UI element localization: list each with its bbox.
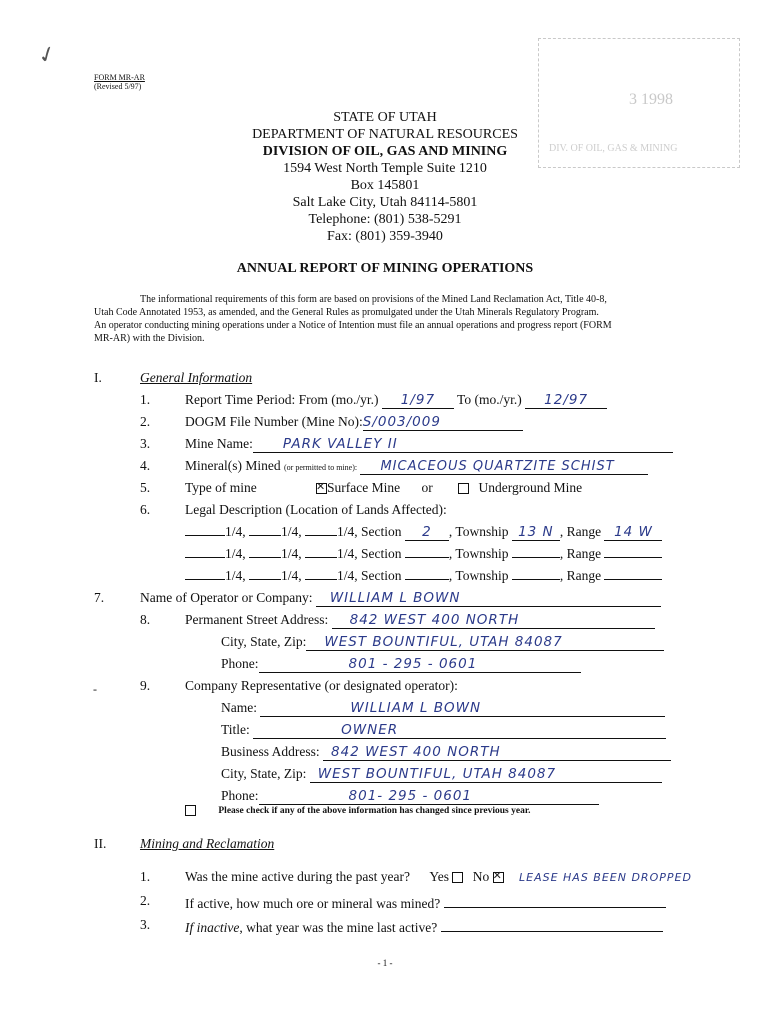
file-number-label: DOGM File Number (Mine No): <box>185 414 363 429</box>
no-checkbox[interactable] <box>493 872 504 883</box>
legal-description-label: Legal Description (Location of Lands Affected): <box>185 502 447 517</box>
range-label: , Range <box>559 568 602 583</box>
header-department: DEPARTMENT OF NATURAL RESOURCES <box>252 127 518 142</box>
rep-city-field[interactable]: WEST BOUNTIFUL, UTAH 84087 <box>310 766 662 783</box>
mine-name-field[interactable]: PARK VALLEY II <box>253 436 673 453</box>
city-state-zip-field[interactable]: WEST BOUNTIFUL, UTAH 84087 <box>306 634 664 651</box>
minerals-row <box>185 458 648 475</box>
representative-label: Company Representative (or designated operator): <box>185 678 458 693</box>
quarter-field[interactable] <box>305 557 337 558</box>
section-1-title: General Information <box>140 370 253 385</box>
mine-name-label: Mine Name: <box>185 436 253 451</box>
mine-active-label: Was the mine active during the past year? <box>185 869 410 884</box>
quarter-field[interactable] <box>305 579 337 580</box>
underground-mine-checkbox[interactable] <box>458 483 469 494</box>
township-label: , Township <box>448 568 509 583</box>
section-label: 1/4, Section <box>337 568 402 583</box>
surface-mine-checkbox[interactable] <box>316 483 327 494</box>
header-division: DIVISION OF OIL, GAS AND MINING <box>262 144 508 159</box>
rep-city-row <box>221 766 662 783</box>
document-title: ANNUAL REPORT OF MINING OPERATIONS <box>236 261 534 276</box>
s2-q2-number: 2. <box>140 893 151 908</box>
mine-type-label: Type of mine <box>185 480 257 495</box>
quarter-label: 1/4, <box>281 546 302 561</box>
rep-title-label: Title: <box>221 722 250 737</box>
rep-address-row <box>221 744 671 761</box>
quarter-label: 1/4, <box>225 568 246 583</box>
quarter-label: 1/4, <box>225 546 246 561</box>
quarter-field[interactable] <box>185 557 225 558</box>
rep-phone-row <box>221 788 599 805</box>
file-number-row <box>185 414 523 431</box>
township-label: , Township <box>448 524 509 539</box>
city-state-zip-label: City, State, Zip: <box>221 634 307 649</box>
intro-line-4: MR-AR) with the Division. <box>94 333 205 344</box>
last-active-label-em: If inactive <box>185 920 240 935</box>
intro-line-3: An operator conducting mining operations under a Notice of Intention must file an annual operations and progress report (FORM <box>94 320 612 331</box>
legal-row-3 <box>185 568 662 584</box>
q2-number: 2. <box>140 414 151 429</box>
last-active-row <box>185 917 663 936</box>
no-label: No <box>472 869 490 884</box>
phone-field[interactable]: 801 - 295 - 0601 <box>259 656 581 673</box>
q6-number: 6. <box>140 502 151 517</box>
header-box: Box 145801 <box>350 178 420 193</box>
to-date-field[interactable]: 12/97 <box>525 392 607 409</box>
section-2-number: II. <box>94 836 107 851</box>
city-state-zip-row <box>221 634 664 651</box>
street-address-row <box>185 612 655 629</box>
rep-name-row <box>221 700 665 717</box>
minerals-field[interactable]: MICACEOUS QUARTZITE SCHIST <box>360 459 648 475</box>
rep-name-label: Name: <box>221 700 257 715</box>
amount-mined-label: If active, how much ore or mineral was mined? <box>185 896 441 911</box>
page-number: - 1 - <box>377 958 393 968</box>
from-date-field[interactable]: 1/97 <box>382 392 454 409</box>
header-address: 1594 West North Temple Suite 1210 <box>283 161 487 176</box>
rep-phone-field[interactable]: 801- 295 - 0601 <box>259 788 599 805</box>
header-fax: Fax: (801) 359-3940 <box>327 229 443 244</box>
yes-label: Yes <box>429 869 449 884</box>
minerals-note: (or permitted to mine): <box>283 463 358 472</box>
quarter-field[interactable] <box>249 579 281 580</box>
quarter-field[interactable] <box>249 557 281 558</box>
to-label: To (mo./yr.) <box>457 392 522 407</box>
quarter-label: 1/4, <box>281 524 302 539</box>
street-address-field[interactable]: 842 WEST 400 NORTH <box>332 612 655 629</box>
section-1-number: I. <box>94 370 102 385</box>
rep-phone-label: Phone: <box>221 788 259 803</box>
intro-line-2: Utah Code Annotated 1953, as amended, and the General Rules as promulgated under the Utah Minerals Regulatory Program. <box>94 307 599 318</box>
mine-name-row <box>185 436 673 453</box>
minerals-label: Mineral(s) Mined <box>185 458 281 473</box>
report-period-label: Report Time Period: From (mo./yr.) <box>185 392 379 407</box>
range-field[interactable] <box>604 579 662 580</box>
amount-mined-row <box>185 893 666 912</box>
q1-number: 1. <box>140 392 151 407</box>
amount-mined-field[interactable] <box>444 893 666 908</box>
q9-number: 9. <box>140 678 151 693</box>
quarter-field[interactable] <box>305 535 337 536</box>
q8-number: 8. <box>140 612 151 627</box>
street-address-label: Permanent Street Address: <box>185 612 329 627</box>
quarter-field[interactable] <box>185 579 225 580</box>
s2-q1-number: 1. <box>140 869 151 884</box>
last-active-label: , what year was the mine last active? <box>239 920 438 935</box>
township-label: , Township <box>448 546 509 561</box>
section-field[interactable] <box>405 579 449 580</box>
phone-label: Phone: <box>221 656 259 671</box>
margin-check-mark: ✓ <box>34 39 60 70</box>
q5-number: 5. <box>140 480 151 495</box>
info-changed-checkbox[interactable] <box>185 805 196 816</box>
info-changed-label: Please check if any of the above information has changed since previous year. <box>218 805 531 816</box>
rep-title-field[interactable]: OWNER <box>253 722 666 739</box>
last-active-field[interactable] <box>441 917 663 932</box>
margin-dash: - <box>93 682 97 696</box>
operator-row <box>140 590 661 607</box>
operator-label: Name of Operator or Company: <box>140 590 313 605</box>
header-city: Salt Lake City, Utah 84114-5801 <box>292 195 478 210</box>
range-label: , Range <box>559 524 602 539</box>
yes-checkbox[interactable] <box>452 872 463 883</box>
quarter-field[interactable] <box>185 535 225 536</box>
underground-mine-label: Underground Mine <box>478 480 583 495</box>
mine-active-note: LEASE HAS BEEN DROPPED <box>518 871 692 884</box>
q7-number: 7. <box>94 590 105 605</box>
header-telephone: Telephone: (801) 538-5291 <box>308 212 462 227</box>
quarter-label: 1/4, <box>225 524 246 539</box>
rep-address-field[interactable]: 842 WEST 400 NORTH <box>323 744 671 761</box>
township-field[interactable]: 13 N <box>512 524 560 541</box>
section-2-title: Mining and Reclamation <box>140 836 275 851</box>
mine-type-options <box>316 480 582 496</box>
section-label: 1/4, Section <box>337 524 402 539</box>
form-id: FORM MR-AR <box>94 73 145 82</box>
surface-mine-label: Surface Mine <box>327 480 401 495</box>
legal-row-1 <box>185 524 662 541</box>
phone-row <box>221 656 581 673</box>
township-field[interactable] <box>512 579 560 580</box>
section-field[interactable] <box>405 557 449 558</box>
header-state: STATE OF UTAH <box>333 110 437 125</box>
mine-active-row <box>185 869 692 885</box>
quarter-label: 1/4, <box>281 568 302 583</box>
rep-title-row <box>221 722 666 739</box>
or-label: or <box>421 480 433 495</box>
stamp-date: 3 1998 <box>629 91 673 108</box>
range-label: , Range <box>559 546 602 561</box>
range-field[interactable] <box>604 557 662 558</box>
s2-q3-number: 3. <box>140 917 151 932</box>
q3-number: 3. <box>140 436 151 451</box>
file-number-field[interactable]: S/003/009 <box>363 414 523 431</box>
form-revision: (Revised 5/97) <box>94 82 142 91</box>
intro-line-1: The informational requirements of this form are based on provisions of the Mined Land Reclamation Act, Title 40-8, <box>140 294 607 305</box>
quarter-field[interactable] <box>249 535 281 536</box>
rep-address-label: Business Address: <box>221 744 320 759</box>
report-period-row <box>185 392 607 409</box>
stamp-text: DIV. OF OIL, GAS & MINING <box>549 143 678 154</box>
info-changed-row <box>185 805 531 816</box>
range-field[interactable]: 14 W <box>604 524 662 541</box>
section-label: 1/4, Section <box>337 546 402 561</box>
township-field[interactable] <box>512 557 560 558</box>
rep-city-label: City, State, Zip: <box>221 766 307 781</box>
section-field[interactable]: 2 <box>405 524 449 541</box>
q4-number: 4. <box>140 458 151 473</box>
operator-field[interactable]: WILLIAM L BOWN <box>316 590 661 607</box>
legal-row-2 <box>185 546 662 562</box>
rep-name-field[interactable]: WILLIAM L BOWN <box>260 700 665 717</box>
